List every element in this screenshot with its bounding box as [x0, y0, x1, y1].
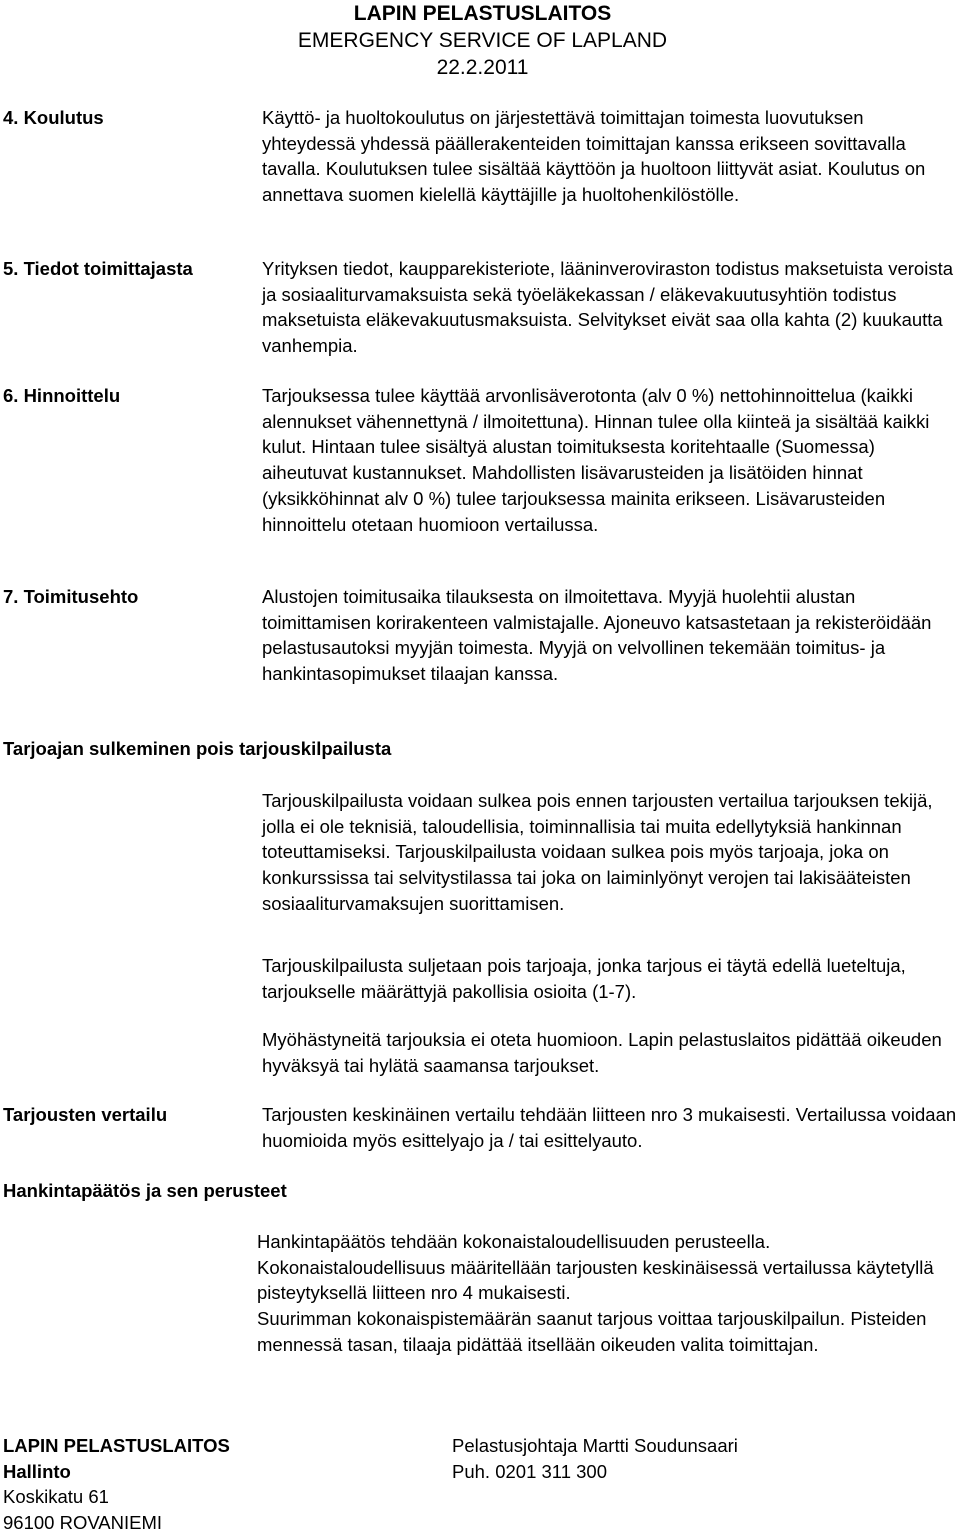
- exclusion-text-2: [262, 953, 960, 1004]
- decision-paragraph-2: Suurimman kokonaispistemäärän saanut tarjous voittaa tarjouskilpailun. Pisteiden mennessä tasan, tilaaja pidättää itsellään oikeuden valita toimittajan.: [257, 1306, 960, 1357]
- section-text-toimitusehto: [262, 584, 960, 687]
- exclusion-text-3: [262, 1027, 960, 1078]
- header-org-en: EMERGENCY SERVICE OF LAPLAND: [0, 27, 960, 54]
- section-title-koulutus: 4. Koulutus: [3, 105, 104, 131]
- exclusion-paragraph-3: Myöhästyneitä tarjouksia ei oteta huomioon. Lapin pelastuslaitos pidättää oikeuden hyväksyä tai hylätä saamansa tarjoukset.: [262, 1027, 960, 1078]
- section-paragraph: Yrityksen tiedot, kaupparekisteriote, lääninveroviraston todistus maksetuista veroista ja sosiaaliturvamaksuista sekä työeläkekassan / eläkevakuutusyhtiön todistus maksetuista eläkevakuutusmaksuista. Selvitykset eivät saa olla kahta (2) kuukautta vanhempia.: [262, 256, 960, 359]
- document-header: [0, 0, 960, 81]
- footer-contact: [452, 1433, 738, 1484]
- footer-street: Koskikatu 61: [3, 1484, 230, 1510]
- exclusion-text: [262, 788, 960, 917]
- decision-heading: Hankintapäätös ja sen perusteet: [3, 1178, 287, 1204]
- footer-contact-name: Pelastusjohtaja Martti Soudunsaari: [452, 1433, 738, 1459]
- footer-city: 96100 ROVANIEMI: [3, 1510, 230, 1535]
- section-text-koulutus: [262, 105, 960, 208]
- header-org: LAPIN PELASTUSLAITOS: [0, 0, 960, 27]
- comparison-text: [262, 1102, 960, 1153]
- exclusion-paragraph-2: Tarjouskilpailusta suljetaan pois tarjoaja, jonka tarjous ei täytä edellä lueteltuja, tarjoukselle määrättyjä pakollisia osioita (1-7).: [262, 953, 960, 1004]
- footer-org: LAPIN PELASTUSLAITOS: [3, 1433, 230, 1459]
- footer-contact-phone: Puh. 0201 311 300: [452, 1459, 738, 1485]
- section-paragraph: Käyttö- ja huoltokoulutus on järjestettävä toimittajan toimesta luovutuksen yhteydessä yhdessä päällerakenteiden toimittajan kanssa erikseen sovittavalla tavalla. Koulutuksen tulee sisältää käyttöön ja huoltoon liittyvät asiat. Koulutus on annettava suomen kielellä käyttäjille ja huoltohenkilöstölle.: [262, 105, 960, 208]
- section-title-toimitusehto: 7. Toimitusehto: [3, 584, 138, 610]
- section-text-hinnoittelu: [262, 383, 960, 537]
- comparison-heading: Tarjousten vertailu: [3, 1102, 167, 1128]
- footer-dept: Hallinto: [3, 1459, 230, 1485]
- decision-paragraph-1: Hankintapäätös tehdään kokonaistaloudellisuuden perusteella. Kokonaistaloudellisuus määritellään tarjousten keskinäisessä vertailussa käytetyllä pisteytyksellä liitteen nro 4 mukaisesti.: [257, 1229, 960, 1306]
- comparison-paragraph: Tarjousten keskinäinen vertailu tehdään liitteen nro 3 mukaisesti. Vertailussa voidaan huomioida myös esittelyajo ja / tai esittelyauto.: [262, 1102, 960, 1153]
- footer-address: [3, 1433, 230, 1535]
- header-date: 22.2.2011: [0, 54, 960, 81]
- section-paragraph: Alustojen toimitusaika tilauksesta on ilmoitettava. Myyjä huolehtii alustan toimittamisen korirakenteen valmistajalle. Ajoneuvo katsastetaan ja rekisteröidään pelastusautoksi myyjän toimesta. Myyjä on velvollinen tekemään toimitus- ja hankintasopimukset tilaajan kanssa.: [262, 584, 960, 687]
- decision-text: [257, 1229, 960, 1358]
- section-paragraph: Tarjouksessa tulee käyttää arvonlisäverotonta (alv 0 %) nettohinnoittelua (kaikki alennukset vähennettynä / ilmoitettuna). Hinnan tulee olla kiinteä ja sisältää kaikki kulut. Hintaan tulee sisältyä alustan toimituksesta koritehtaalle (Suomessa) aiheutuvat kustannukset. Mahdollisten lisävarusteiden ja lisätöiden hinnat (yksikköhinnat alv 0 %) tulee tarjouksessa mainita erikseen. Lisävarusteiden hinnoittelu otetaan huomioon vertailussa.: [262, 383, 960, 537]
- section-title-hinnoittelu: 6. Hinnoittelu: [3, 383, 120, 409]
- exclusion-paragraph-1: Tarjouskilpailusta voidaan sulkea pois ennen tarjousten vertailua tarjouksen tekijä, jolla ei ole teknisiä, taloudellisia, toiminnallisia tai muita edellytyksiä hankinnan toteuttamiseksi. Tarjouskilpailusta voidaan sulkea pois myös tarjoaja, joka on konkurssissa tai selvitystilassa tai joka on laiminlyönyt verojen tai lakisääteisten sosiaaliturvamaksujen suorittamisen.: [262, 788, 960, 917]
- exclusion-heading: Tarjoajan sulkeminen pois tarjouskilpailusta: [3, 736, 391, 762]
- section-title-tiedot-toimittajasta: 5. Tiedot toimittajasta: [3, 256, 193, 282]
- section-text-tiedot-toimittajasta: [262, 256, 960, 359]
